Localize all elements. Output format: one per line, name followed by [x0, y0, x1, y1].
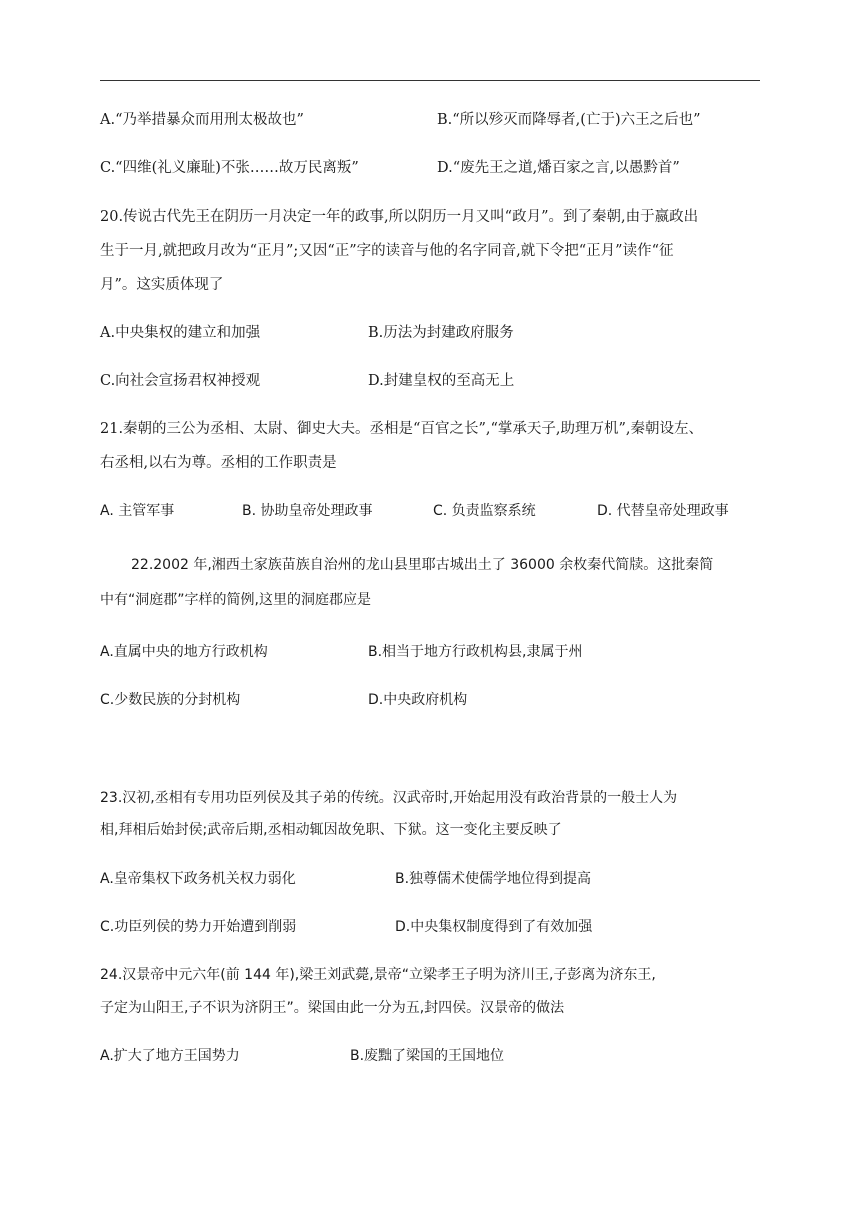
q22-option-c: C.少数民族的分封机构: [100, 692, 241, 708]
q23-option-c: C.功臣列侯的势力开始遭到削弱: [100, 919, 297, 935]
q21-option-c: C. 负责监察系统: [433, 503, 536, 519]
q20-stem-line1: 20.传说古代先王在阴历一月决定一年的政事,所以阴历一月又叫“政月”。到了秦朝,由于嬴政出: [100, 209, 699, 225]
q24-stem-line2: 子定为山阳王,子不识为济阴王”。梁国由此一分为五,封四侯。汉景帝的做法: [100, 1000, 565, 1016]
q20-stem-line2: 生于一月,就把政月改为“正月”;又因“正”字的读音与他的名字同音,就下令把“正月”读作“征: [100, 243, 674, 259]
q24-stem-line1: 24.汉景帝中元六年(前 144 年),梁王刘武薨,景帝“立梁孝王子明为济川王,子彭离为济东王,: [100, 967, 656, 983]
q19-option-d: D.“废先王之道,燔百家之言,以愚黔首”: [437, 160, 680, 176]
q20-option-d: D.封建皇权的至高无上: [368, 373, 515, 389]
q20-stem-line3: 月”。这实质体现了: [100, 277, 224, 293]
q22-option-a: A.直属中央的地方行政机构: [100, 644, 268, 660]
q22-option-b: B.相当于地方行政机构县,隶属于州: [368, 644, 583, 660]
q21-option-d: D. 代替皇帝处理政事: [597, 503, 729, 519]
q21-stem-line1: 21.秦朝的三公为丞相、太尉、御史大夫。丞相是“百官之长”,“掌承天子,助理万机”,秦朝设左、: [100, 421, 704, 437]
header-rule: [100, 80, 760, 81]
q24-option-b: B.废黜了梁国的王国地位: [350, 1048, 505, 1064]
q22-stem-line1: 22.2002 年,湘西土家族苗族自治州的龙山县里耶古城出土了 36000 余枚秦代简牍。这批秦简: [131, 557, 714, 573]
q20-option-c: C.向社会宣扬君权神授观: [100, 373, 261, 389]
q19-option-a: A.“乃举措暴众而用刑太极故也”: [100, 112, 304, 128]
q24-option-a: A.扩大了地方王国势力: [100, 1048, 240, 1064]
q23-option-a: A.皇帝集权下政务机关权力弱化: [100, 871, 296, 887]
q21-option-a: A. 主管军事: [100, 503, 175, 519]
q23-stem-line2: 相,拜相后始封侯;武帝后期,丞相动辄因故免职、下狱。这一变化主要反映了: [100, 822, 562, 838]
q23-option-b: B.独尊儒术使儒学地位得到提高: [395, 871, 592, 887]
q19-option-c: C.“四维(礼义廉耻)不张……故万民离叛”: [100, 160, 359, 176]
q19-option-b: B.“所以殄灭而降辱者,(亡于)六王之后也”: [437, 112, 701, 128]
q20-option-a: A.中央集权的建立和加强: [100, 325, 261, 341]
q23-option-d: D.中央集权制度得到了有效加强: [395, 919, 593, 935]
q22-option-d: D.中央政府机构: [368, 692, 468, 708]
q20-option-b: B.历法为封建政府服务: [368, 325, 514, 341]
q21-option-b: B. 协助皇帝处理政事: [242, 503, 373, 519]
q21-stem-line2: 右丞相,以右为尊。丞相的工作职责是: [100, 455, 337, 471]
q22-stem-line2: 中有“洞庭郡”字样的简例,这里的洞庭郡应是: [100, 592, 371, 608]
q23-stem-line1: 23.汉初,丞相有专用功臣列侯及其子弟的传统。汉武帝时,开始起用没有政治背景的一般士人为: [100, 790, 678, 806]
